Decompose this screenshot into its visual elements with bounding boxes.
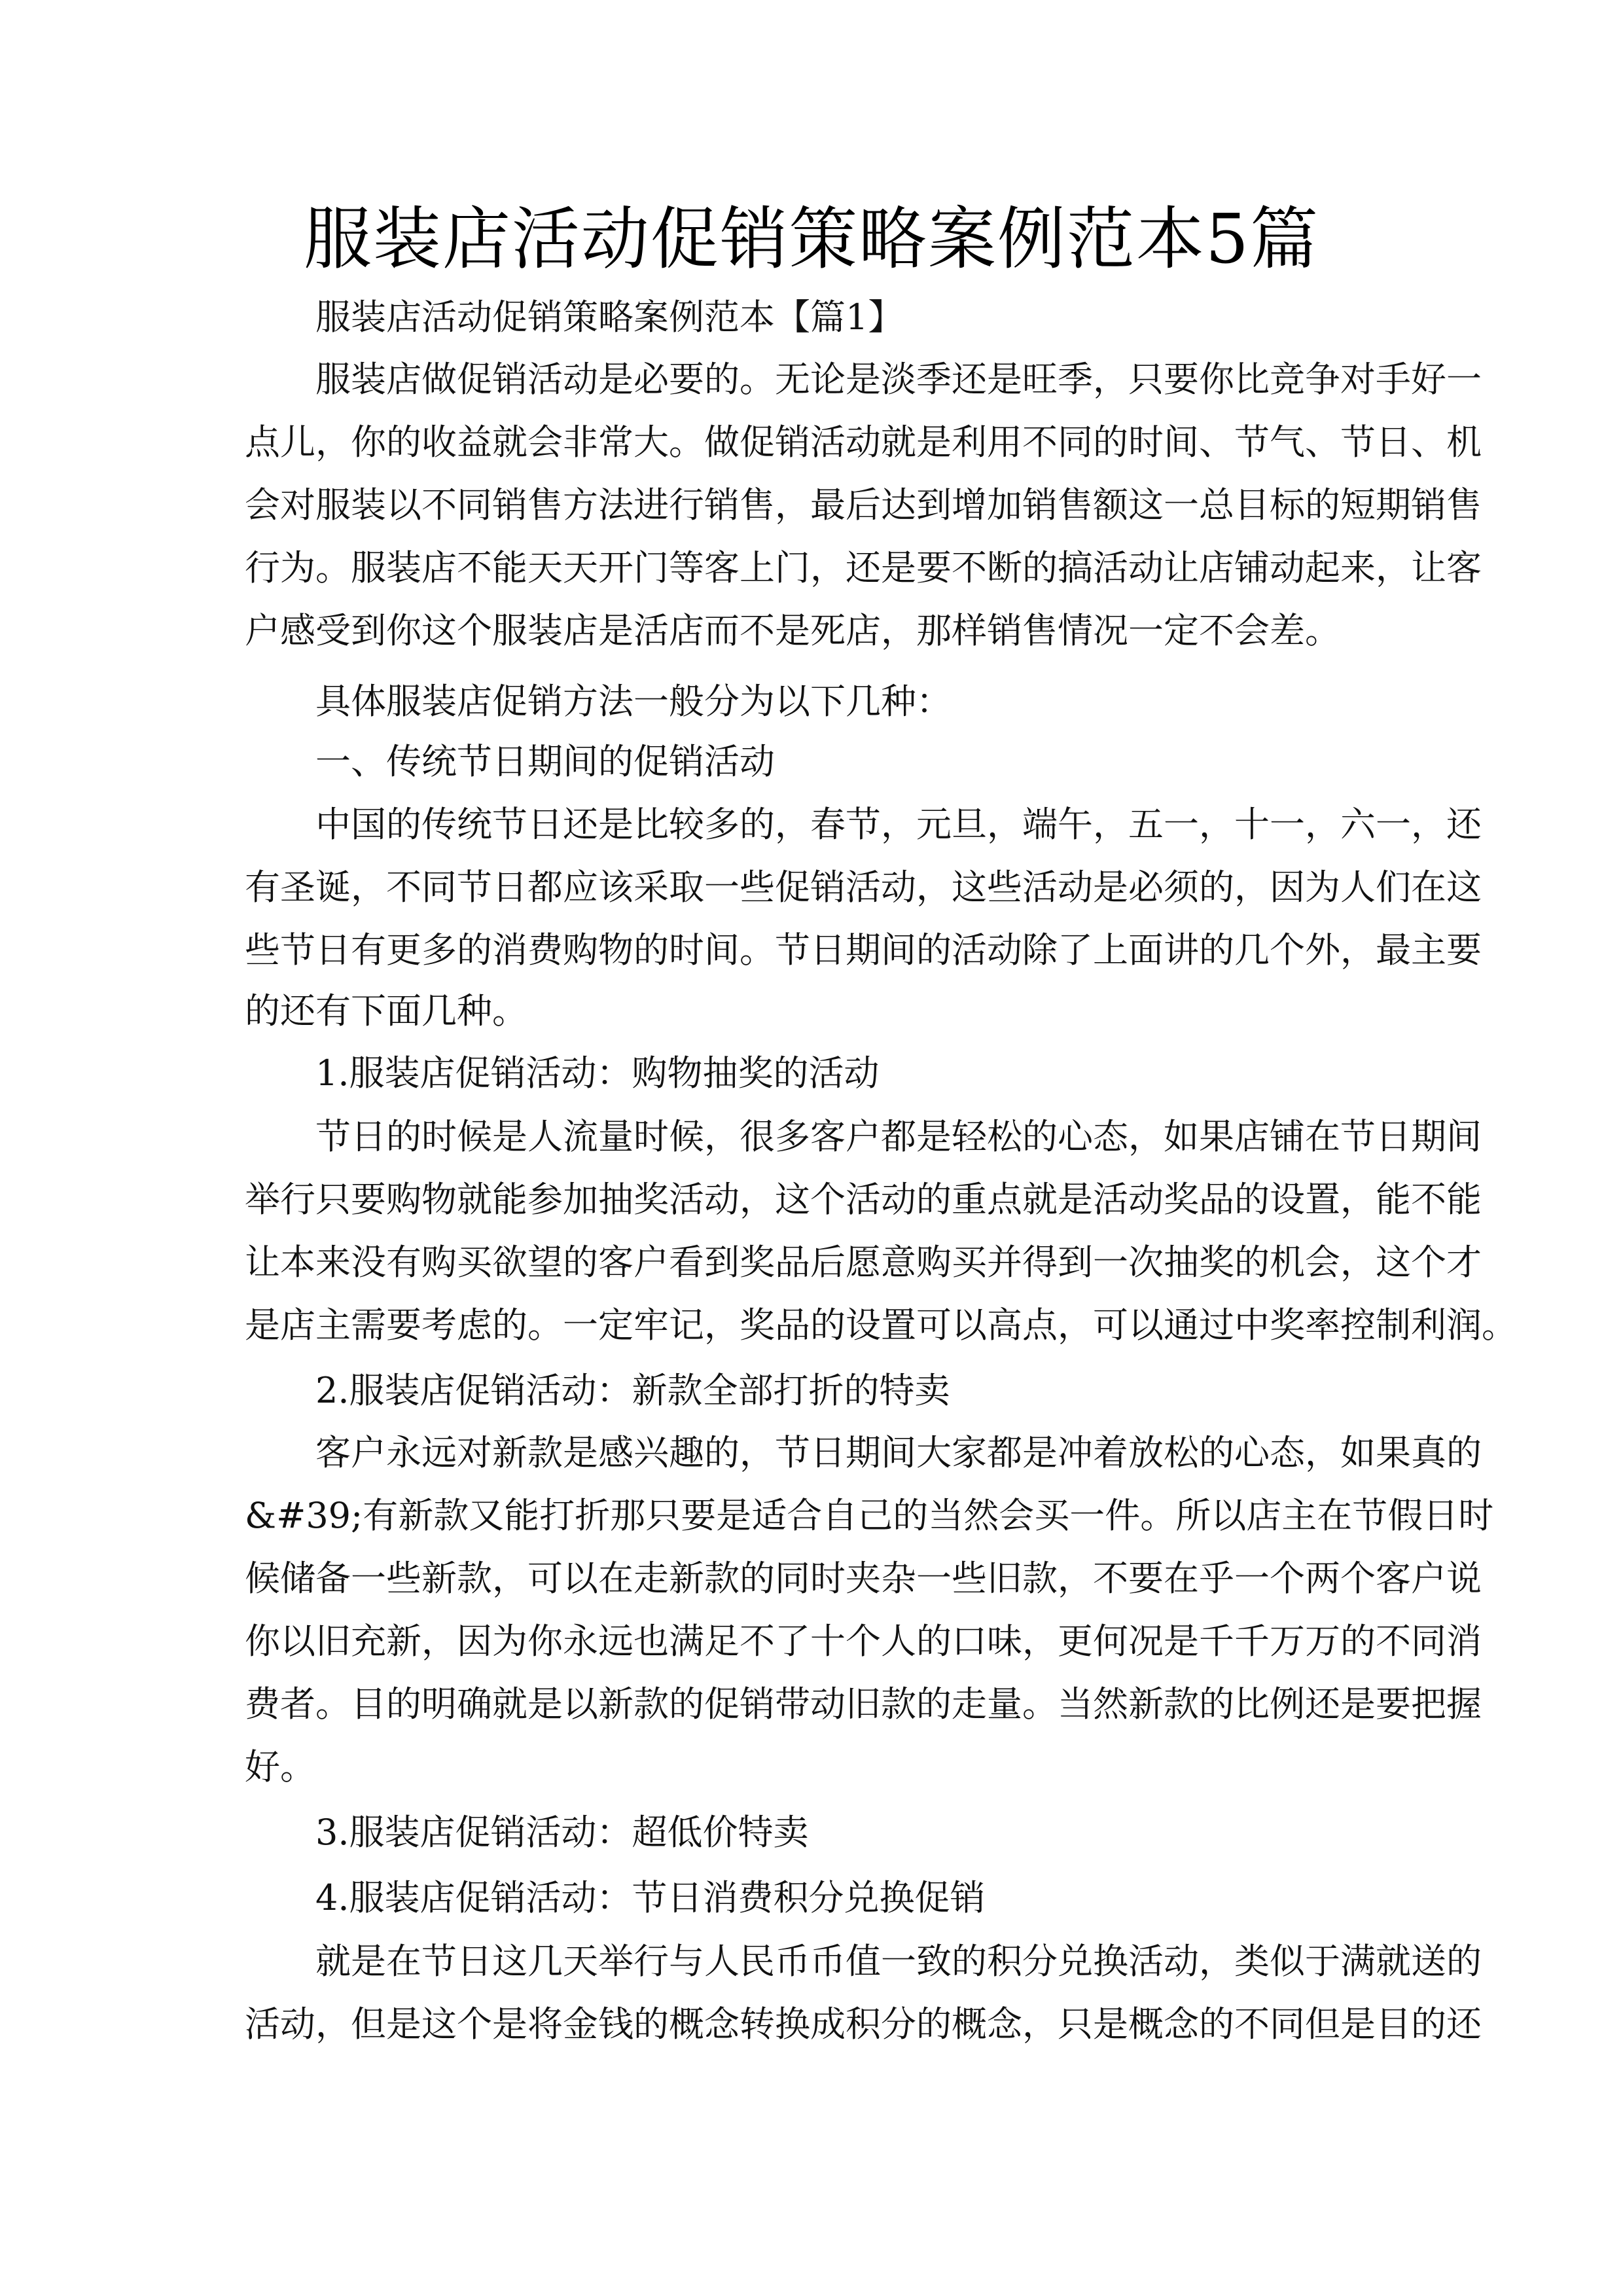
paragraph-line: 服装店做促销活动是必要的。无论是淡季还是旺季，只要你比竞争对手好一 [315, 359, 1482, 400]
paragraph-line: 让本来没有购买欲望的客户看到奖品后愿意购买并得到一次抽奖的机会，这个才 [245, 1242, 1482, 1283]
paragraph-line: 客户永远对新款是感兴趣的，节日期间大家都是冲着放松的心态，如果真的 [315, 1432, 1482, 1473]
paragraph-line: 是店主需要考虑的。一定牢记，奖品的设置可以高点，可以通过中奖率控制利润。 [245, 1304, 1517, 1346]
paragraph-line: 中国的传统节日还是比较多的，春节，元旦，端午，五一，十一，六一，还 [315, 804, 1482, 845]
paragraph-line: 有圣诞，不同节日都应该采取一些促销活动，这些活动是必须的，因为人们在这 [245, 867, 1482, 908]
paragraph-line: 节日的时候是人流量时候，很多客户都是轻松的心态，如果店铺在节日期间 [315, 1116, 1482, 1157]
paragraph-line: 候储备一些新款，可以在走新款的同时夹杂一些旧款，不要在乎一个两个客户说 [245, 1558, 1482, 1599]
paragraph-line: 点儿，你的收益就会非常大。做促销活动就是利用不同的时间、节气、节日、机 [245, 422, 1482, 463]
subheading: 2.服装店促销活动：新款全部打折的特卖 [315, 1370, 950, 1411]
paragraph-line: 户感受到你这个服装店是活店而不是死店，那样销售情况一定不会差。 [245, 610, 1340, 651]
paragraph-line: 会对服装以不同销售方法进行销售，最后达到增加销售额这一总目标的短期销售 [245, 484, 1482, 526]
paragraph-line: 些节日有更多的消费购物的时间。节日期间的活动除了上面讲的几个外，最主要 [245, 929, 1482, 971]
subheading: 1.服装店促销活动：购物抽奖的活动 [315, 1052, 880, 1094]
paragraph-line: 的还有下面几种。 [245, 990, 527, 1031]
paragraph-line: 费者。目的明确就是以新款的促销带动旧款的走量。当然新款的比例还是要把握 [245, 1683, 1482, 1725]
paragraph-line: 具体服装店促销方法一般分为以下几种： [315, 681, 952, 722]
paragraph-line: 活动，但是这个是将金钱的概念转换成积分的概念，只是概念的不同但是目的还 [245, 2003, 1482, 2045]
paragraph-line: 就是在节日这几天举行与人民币币值一致的积分兑换活动，类似于满就送的 [315, 1941, 1482, 1982]
subheading: 3.服装店促销活动：超低价特卖 [315, 1812, 809, 1853]
paragraph-line: 你以旧充新，因为你永远也满足不了十个人的口味，更何况是千千万万的不同消 [245, 1621, 1482, 1662]
paragraph-line: 好。 [245, 1746, 315, 1787]
document-title: 服装店活动促销策略案例范本5篇 [303, 199, 1320, 279]
section-heading: 服装店活动促销策略案例范本【篇1】 [315, 296, 904, 338]
subheading: 4.服装店促销活动：节日消费积分兑换促销 [315, 1877, 986, 1918]
paragraph-line: 举行只要购物就能参加抽奖活动，这个活动的重点就是活动奖品的设置，能不能 [245, 1179, 1482, 1220]
paragraph-line: &#39;有新款又能打折那只要是适合自己的当然会买一件。所以店主在节假日时 [245, 1495, 1494, 1536]
subheading: 一、传统节日期间的促销活动 [315, 741, 775, 782]
paragraph-line: 行为。服装店不能天天开门等客上门，还是要不断的搞活动让店铺动起来，让客 [245, 547, 1482, 588]
